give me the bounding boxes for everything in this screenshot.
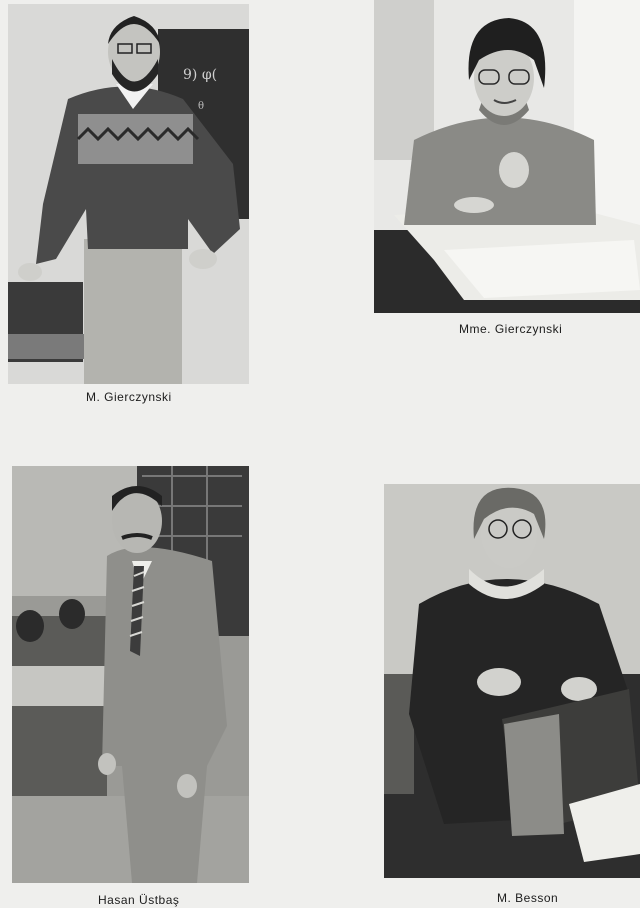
caption-mme-gierczynski: Mme. Gierczynski — [459, 322, 563, 336]
photo-mme-gierczynski — [374, 0, 640, 313]
caption-m-gierczynski: M. Gierczynski — [86, 390, 172, 404]
photo-m-besson — [384, 484, 640, 878]
caption-m-besson: M. Besson — [497, 891, 559, 905]
photo-m-gierczynski — [8, 4, 249, 384]
photo-hasan-ustbas — [12, 466, 249, 883]
svg-text:θ: θ — [198, 101, 205, 112]
svg-text:9) φ(: 9) φ( — [183, 67, 218, 83]
caption-hasan-ustbas: Hasan Üstbaş — [98, 893, 180, 907]
